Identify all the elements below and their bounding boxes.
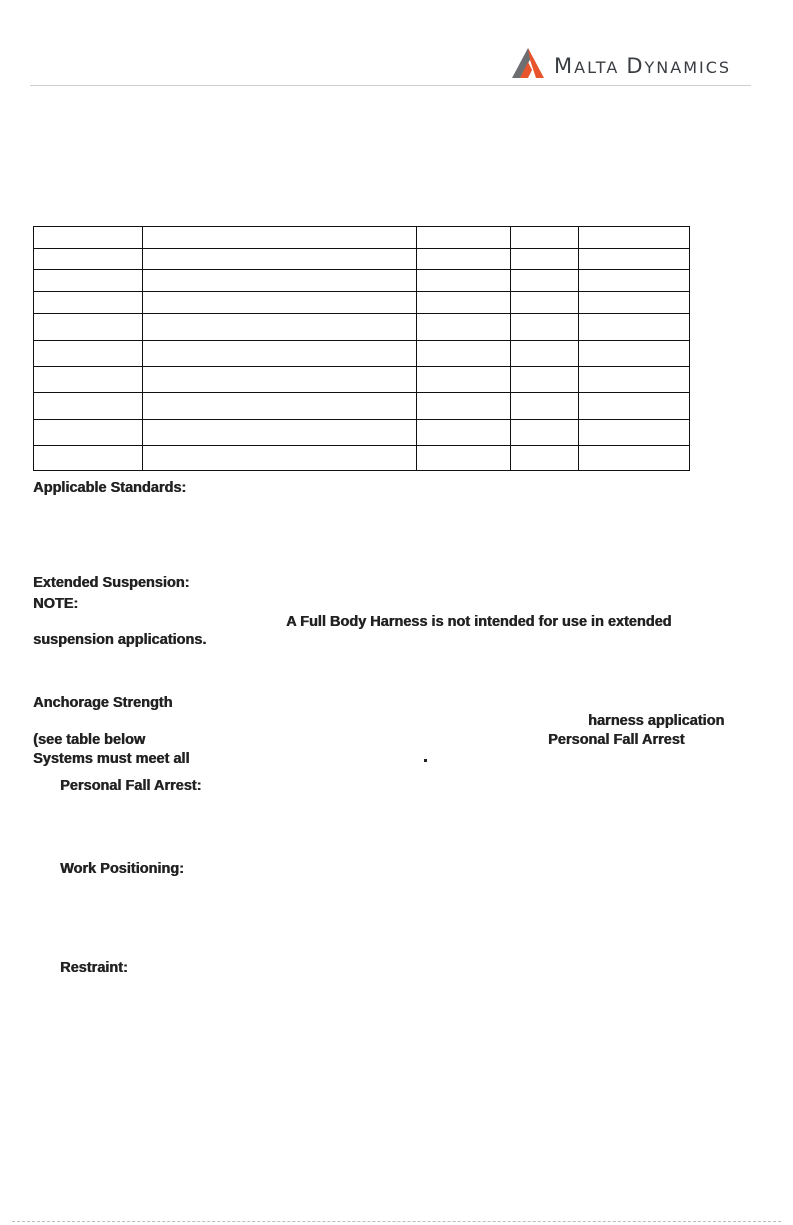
table-cell xyxy=(417,341,511,367)
table-cell xyxy=(417,446,511,471)
table-cell xyxy=(511,270,579,292)
table-cell xyxy=(143,341,417,367)
restraint-heading: Restraint: xyxy=(60,960,128,976)
table-cell xyxy=(579,314,690,341)
applicable-standards-heading: Applicable Standards: xyxy=(33,480,187,496)
extended-suspension-heading: Extended Suspension: xyxy=(33,575,190,591)
table-cell xyxy=(34,227,143,249)
table-cell xyxy=(417,249,511,270)
table-cell xyxy=(34,420,143,446)
table-cell xyxy=(417,393,511,420)
table-cell xyxy=(511,367,579,393)
table-cell xyxy=(34,292,143,314)
table-cell xyxy=(511,393,579,420)
table-row xyxy=(34,393,690,420)
table-cell xyxy=(143,314,417,341)
table-cell xyxy=(34,367,143,393)
systems-must-meet-all-text: Systems must meet all xyxy=(33,751,190,767)
table-cell xyxy=(417,227,511,249)
table-cell xyxy=(143,270,417,292)
table-cell xyxy=(34,393,143,420)
table-cell xyxy=(579,292,690,314)
table-row xyxy=(34,446,690,471)
malta-dynamics-logo xyxy=(510,44,750,80)
table-cell xyxy=(417,367,511,393)
table-cell xyxy=(579,446,690,471)
suspension-applications-text: suspension applications. xyxy=(33,632,207,648)
table-row xyxy=(34,227,690,249)
see-table-below-text: (see table below xyxy=(33,732,146,748)
logo-wordmark: MALTA DYNAMICS xyxy=(554,54,732,78)
table-cell xyxy=(417,420,511,446)
table-cell xyxy=(579,393,690,420)
table-cell xyxy=(143,420,417,446)
header-divider xyxy=(30,85,751,86)
table-cell xyxy=(511,420,579,446)
table-cell xyxy=(579,270,690,292)
table-row xyxy=(34,367,690,393)
spec-table xyxy=(33,226,690,471)
personal-fall-arrest-inline-text: Personal Fall Arrest xyxy=(548,732,685,748)
table-cell xyxy=(511,292,579,314)
table-cell xyxy=(579,420,690,446)
table-cell xyxy=(34,270,143,292)
table-cell xyxy=(34,446,143,471)
table-cell xyxy=(34,341,143,367)
anchorage-strength-heading: Anchorage Strength xyxy=(33,695,173,711)
table-cell xyxy=(143,446,417,471)
table-cell xyxy=(579,227,690,249)
table-cell xyxy=(143,367,417,393)
table-row xyxy=(34,341,690,367)
period-mark xyxy=(424,759,427,762)
table-row xyxy=(34,420,690,446)
footer-dashed-divider xyxy=(12,1221,781,1222)
table-cell xyxy=(511,341,579,367)
table-cell xyxy=(417,270,511,292)
table-cell xyxy=(143,393,417,420)
table-row xyxy=(34,292,690,314)
table-cell xyxy=(417,292,511,314)
table-cell xyxy=(143,227,417,249)
personal-fall-arrest-heading: Personal Fall Arrest: xyxy=(60,778,202,794)
table-row xyxy=(34,270,690,292)
table-cell xyxy=(511,314,579,341)
table-cell xyxy=(34,249,143,270)
table-cell xyxy=(511,446,579,471)
table-row xyxy=(34,314,690,341)
mountain-logo-icon xyxy=(510,44,546,80)
table-cell xyxy=(417,314,511,341)
table-cell xyxy=(143,292,417,314)
table-cell xyxy=(579,249,690,270)
harness-application-text: harness application xyxy=(588,713,725,729)
table-cell xyxy=(34,314,143,341)
note-label: NOTE: xyxy=(33,596,79,612)
work-positioning-heading: Work Positioning: xyxy=(60,861,184,877)
table-cell xyxy=(579,367,690,393)
table-cell xyxy=(511,249,579,270)
table-cell xyxy=(143,249,417,270)
table-cell xyxy=(511,227,579,249)
table-cell xyxy=(579,341,690,367)
table-row xyxy=(34,249,690,270)
fbh-not-intended-text: A Full Body Harness is not intended for use in extended xyxy=(286,614,672,630)
